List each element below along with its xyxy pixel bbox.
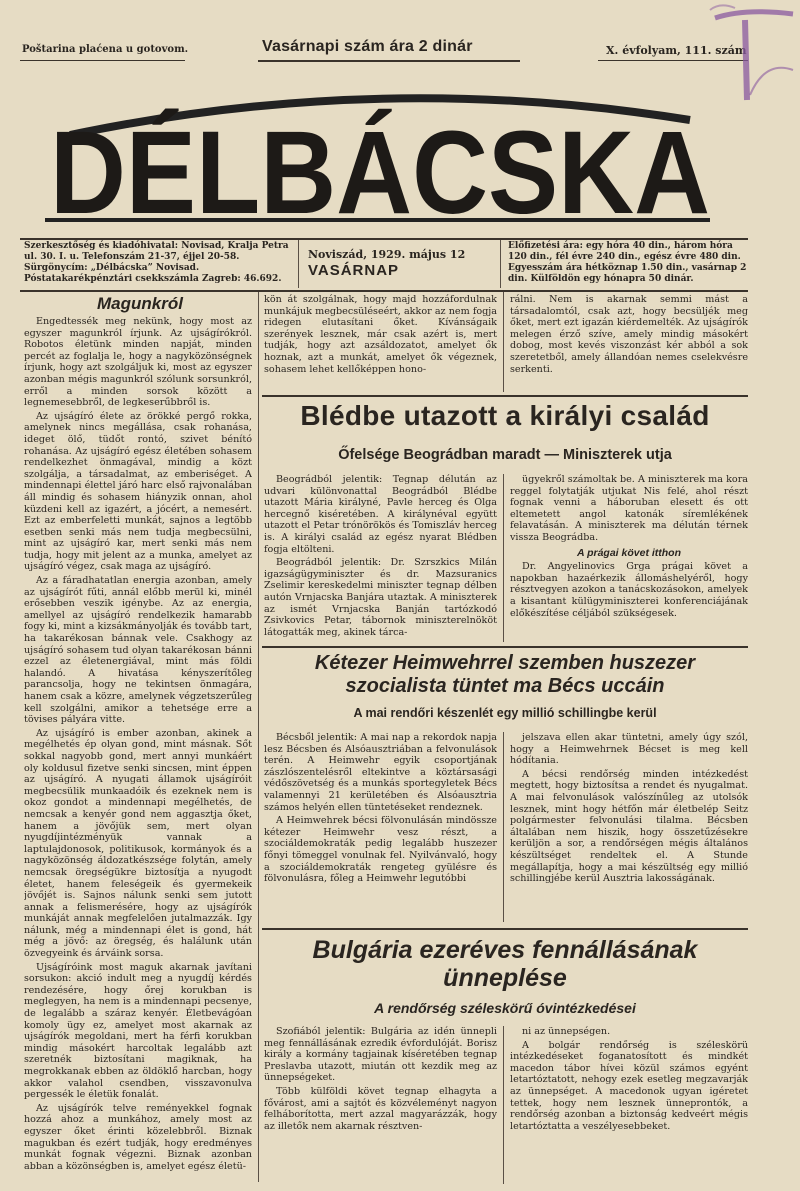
article2-paragraph: jelszava ellen akar tüntetni, amely úgy szól, hogy a Heimwehrnek Bécset is meg kell hódítania.	[510, 732, 748, 767]
article1-paragraph: Beográdból jelentik: Dr. Szrszkics Milán igazságügyminiszter és dr. Mazsuranics Zselimir kereskedelmi miniszter tegnap délben autón Vrnjacska Banjára utaztak. A miniszterek az ismét Vrnjacska Banján tartózkodó Zsivkovics Petar, tábornok miniszterelnököt látogatták meg, akinek tárca-	[264, 557, 497, 638]
article2-headline: Kétezer Heimwehrrel szemben huszezer szocialista tüntet ma Bécs uccáin	[314, 652, 696, 697]
article3-headline: Bulgária ezeréves fennállásának ünneplése	[312, 936, 698, 992]
article1-paragraph: Dr. Angyelinovics Grga prágai követ a napokban hazaérkezik állomáshelyéről, hogy résztvegyen azokon a tanácskozásokon, amelyek a kisantant külügyminiszterei konferenciájának előkészítése céljából szükségesek.	[510, 561, 748, 619]
article3-paragraph: ni az ünnepségen.	[522, 1026, 611, 1037]
article2-paragraph: Bécsből jelentik: A mai nap a rekordok napja lesz Bécsben és Alsóausztriában a felvonulások terén. A Heimwehr egyik csoportjának zászlószentelésről eltekintve a köztársasági védőszövetség és a munkás sportegyletek Bécs valamennyi 21 kerületében és Alsóausztria számos helyén ellen tüntetéseket rendeznek.	[264, 732, 497, 813]
article2-left	[264, 732, 497, 922]
col1-title: Magunkról	[97, 294, 183, 313]
article3-subhead: A rendőrség széleskörű óvintézkedései	[374, 1000, 636, 1016]
col1-paragraph: Az ujságíró is ember azonban, akinek a megélhetés ép olyan gond, mint másnak. Sőt sokkal nagyobb gond, mert annyi munkáért oly koldusul fizetve senki sincsen, mint éppen az ujságíró. A nyugati államok ujságíróit megbecsülik munkaadóik és ezeknek nem is okoz gondot a mindennapi megélhetés, de nemcsak a kenyér gond nem aggasztja őket, hanem a jövőjük sem, mert olyan nyugdíjintézményük vannak a laptulajdonosok, politikusok, kormányok és a nagyközönség áldozatkészsége folytán, amely nemcsak öregségükre biztosítja a nyugodt életet, hanem feleségeik és gyermekeik jövőjét is. Sajnos nálunk senki sem jutott annak a felismerésére, hogy az ujságírók munkáját annak megfelelően jutalmazzák. Igy nálunk, még a mindennapi élet is gond, hát még a jövő: az öregség, és halálunk után özvegyeink és árváink sorsa.	[24, 727, 252, 960]
col1-paragraph: Az ujságíró élete az örökké pergő rokka, amelynek nincs megállása, csak rohanása, ideget ölő, tüdőt rontó, szivet bénító rohanása. Az ujságíró egész életében sohasem rendelkezhet önmagával, mindig a közt szolgálja, a társadalmat, az emberiséget. A mindennapi élettel járó harc első rajvonalában áll mindig és sohasem hiányzik onnan, ahol küzdeni kell az igazért, a jócért, a nemesért. Ezt az emberfeletti munkát, sajnos a legtöbb esetben senki más nem tudja megbecsülni, mint az ujságíró kar, mert senki más nem tudja, hogy mit jelent az a munka, amelyet az ujságíró végez, csak maga az ujságíró.	[24, 410, 252, 573]
col1-paragraph: Ujságíróink most maguk akarnak javítani sorsukon: akció indult meg a nyugdíj kérdés rendezésére, hogy őrej korukban is meglegyen, ha nem is a mindennapi pecsenye, de legalább a száraz kenyér. Életbevágóan komoly ügy ez, amelyet most akarnak az ujságírók megoldani, mert ha férfi korukban mindig másokért harcoltak legalább azt szeretnék biztosítani magiknak, ha megrokkanak ebben az öldöklő harcban, hogy akkor valahol csendben, visszavonulva pergessék le életük fonalát.	[24, 961, 252, 1101]
article1-paragraph: ügyekről számoltak be. A miniszterek ma kora reggel folytatják utjukat Nis felé, ahol részt fognak venni a háboruban elesett és ott eltemetett angol katonák síremlékének felavatásán. A miniszterek ma délután térnek vissza Beográdba.	[510, 474, 748, 543]
article2-right	[510, 732, 748, 922]
issue-price: Vasárnapi szám ára 2 dinár	[262, 38, 473, 55]
col1-paragraph: Engedtessék meg nekünk, hogy most az egyszer magunkról írjunk. Az ujságírókról. Robotos életünk minden napját, minden percét az foglalja le, hogy a nagyközönségnek írjunk, hogy azt szolgáljuk ki, most az egyszer azonban mégis magunkról szólunk sorsunkról, erről a minden sorsok között a legnemesebbről, de legkeserűbbről is.	[24, 316, 252, 409]
col1-body	[24, 316, 252, 1186]
article3-paragraph: Szofiából jelentik: Bulgária az idén ünnepli meg fennállásának ezredik évfordulóját. Borisz király a kormány tagjainak kíséretében tegnap Preslavba utazott, miután ott kezdik meg az ünnepségeket.	[264, 1026, 497, 1084]
article1-paragraph: Beográdból jelentik: Tegnap délután az udvari különvonattal Beográdból Blédbe utazott Mária királyné, Pavle herceg és Olga hercegnő kiséretében. A királynéval együtt utazott el Petar trónörökös és Tomiszláv herceg is. A királyi család az egész nyarat Blédben fogja eltölteni.	[264, 474, 497, 555]
article2-subhead: A mai rendőri készenlét egy millió schillingbe kerül	[353, 706, 657, 720]
editorial-info: Szerkesztőség és kiadóhivatal: Novisad, Kralja Petra ul. 30. I. u. Telefonszám 21-37, éjjel 20-58. Sürgönycím: „Délbácska” Novisad. Póstatakarékpénztári csekkszámla Zagreb: 46.692.	[24, 241, 289, 284]
article1-headline: Blédbe utazott a királyi család	[300, 400, 710, 431]
article3-paragraph: Több külföldi követ tegnap elhagyta a fővárost, ami a sajtót és közvéleményt nagyon felháborította, mert azzal magyarázzák, hogy az illetők nem akarnak résztven-	[264, 1085, 497, 1132]
postage-note: Poštarina plaćena u gotovom.	[22, 44, 189, 55]
subscription-info: Előfizetési ára: egy hóra 40 din., három hóra 120 din., fél évre 240 din., egész évre 480 din. Egyesszám ára hétköznap 1.50 din., vasárnap 2 din. Külföldön egy hónapra 50 dinár.	[508, 241, 747, 284]
article3-right	[510, 1026, 748, 1186]
article3-left	[264, 1026, 497, 1186]
article1-subhead: Őfelsége Beográdban maradt — Miniszterek utja	[338, 447, 672, 463]
col2-continuation: kön át szolgálnak, hogy majd hozzáfordulnak munkájuk megbecsüléseért, akkor az nem fogja ridegen elutasítani őket. Kívánságaik szerények lesznek, már csak azért is, mert tudják, hogy azt azsáldozatot, amelyet ők hoznak, azt a munkát, amelyet ők végeznek, sohasem lehet kellőképpen hono-	[264, 294, 497, 375]
col1-paragraph: Az a fáradhatatlan energia azonban, amely az ujságírót fűti, annál előbb merül ki, minél erősebben veszik igénybe. Az az energia, amellyel az ujságíró rendelkezik hamarabb fogy ki, mint a kizsákmányolják és tovább tart, ha takarékosan bánnak vele. Csakhogy az ujságíró sohasem tud olyan takarékosan bánni ezzel az életenergiával, mint más földi halandó. A hivatása kényszerítőleg parancsolja, hogy ne tekintsen önmagára, hanem csak a közre, amelynek végzetszerűleg kell szolgálni, amikor a tehetsége erre a tövises pályára vitte.	[24, 575, 252, 726]
masthead	[40, 80, 720, 230]
article1-left	[264, 474, 497, 644]
issue-date: Noviszád, 1929. május 12	[308, 248, 466, 261]
article1-right-subhead: A prágai követ itthon	[576, 546, 682, 559]
issue-day: VASÁRNAP	[308, 262, 400, 279]
article2-paragraph: A Heimwehrek bécsi fölvonulásán mindössze kétezer Heimwehr vesz részt, a szociáldemokraták pedig legalább huszezer főnyi tömeggel vonulnak fel. Nyilvánvaló, hogy a szociáldemokraták rengeteg gyülésre és fölvonulásra, főleg a Heimwehr legutóbbi	[264, 815, 497, 885]
col3-continuation: rálni. Nem is akarnak semmi mást a társadalomtól, csak azt, hogy becsüljék meg őket, mert ezt igazán kiérdemelték. Az ujságírók melegen érző szíve, amely mindig másokért dobog, most kevés viszonzást kér abból a sok szeretetből, amely állandóan nemes cselekvésre serkenti.	[510, 294, 748, 375]
article2-paragraph: A bécsi rendőrség minden intézkedést megtett, hogy biztosítsa a rendet és nyugalmat. A mai felvonulások valószínűleg az utolsók lesznek, mint hogy hétfőn már életbelép Seitz polgármester felvonulási tilalma. Bécsben általában nem hiszik, hogy összetűzésekre kerüljön a sor, a rendőrségen mégis általános készültséget rendeltek el. A Stunde megállapítja, hogy a mai készültség egy millió schillingjébe kerül Ausztria lakosságának.	[510, 768, 748, 885]
newspaper-title: DÉLBÁCSKA	[50, 107, 710, 230]
col1-paragraph: Az ujságírók telve reményekkel fognak hozzá ahoz a munkához, amely most az egyszer őket érinti közelebbről. Biznak magukban és ezért tudják, hogy eredményes munkát fognak végezni. Biznak azonban abban a közönségben is, amelyet egész életü-	[24, 1102, 252, 1172]
volume-number: X. évfolyam, 111. szám	[606, 44, 747, 57]
article1-right	[510, 474, 748, 644]
article3-paragraph: A bolgár rendőrség is széleskörü intézkedéseket foganatosított és mindkét macedon tábor hívei közül számos egyént letartóztatott, nehogy ezek esetleg megzavarják az ünnepséget. A macedonok ugyan igéretet tettek, hogy nem lesznek ünneprontók, a rendőrség azonban a biztonság kedveért mégis letartóztatta a veszélyesebbeket.	[510, 1039, 748, 1132]
